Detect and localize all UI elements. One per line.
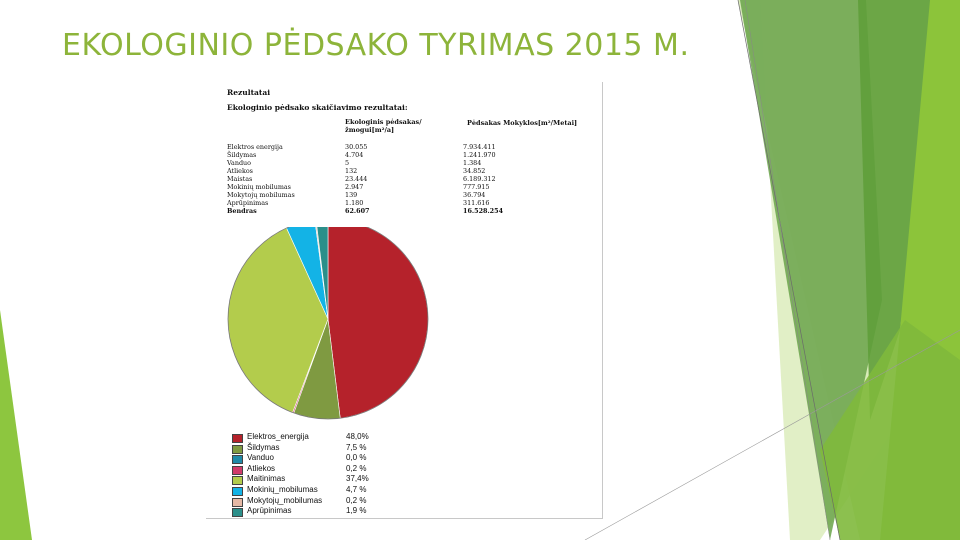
slide-title: EKOLOGINIO PĖDSAKO TYRIMAS 2015 M.	[62, 28, 690, 63]
row-school: 36.794	[463, 191, 486, 199]
document-heading: Rezultatai	[227, 88, 271, 97]
row-school: 1.384	[463, 159, 482, 167]
column-header-school: Pėdsakas Mokyklos[m²/Metai]	[467, 119, 578, 127]
legend-percent: 1,9 %	[346, 506, 367, 516]
pie-chart	[220, 227, 440, 427]
total-name: Bendras	[227, 207, 257, 215]
legend-percent: 0,2 %	[346, 495, 367, 505]
row-name: Šildymas	[227, 151, 257, 159]
row-per-person: 23.444	[345, 175, 368, 183]
row-name: Atliekos	[227, 167, 253, 175]
row-school: 311.616	[463, 199, 490, 207]
row-per-person: 4.704	[345, 151, 364, 159]
results-document	[206, 82, 603, 519]
row-school: 777.915	[463, 183, 490, 191]
row-school: 1.241.970	[463, 151, 496, 159]
legend-swatch	[232, 487, 243, 496]
row-school: 6.189.312	[463, 175, 496, 183]
document-subheading: Ekologinio pėdsako skaičiavimo rezultatai:	[227, 103, 408, 112]
legend-percent: 37,4%	[346, 474, 369, 484]
row-school: 7.934.411	[463, 143, 496, 151]
legend-label: Maitinimas	[247, 474, 286, 484]
legend-label: Mokytojų_mobilumas	[247, 495, 323, 505]
row-per-person: 1.180	[345, 199, 364, 207]
row-name: Vanduo	[227, 159, 252, 167]
row-per-person: 2.947	[345, 183, 364, 191]
row-name: Elektros energija	[227, 143, 283, 151]
legend-label: Elektros_energija	[247, 432, 309, 441]
pie-slice-elektros_energija	[328, 227, 428, 418]
row-per-person: 30.055	[345, 143, 368, 151]
legend-swatch	[232, 476, 243, 485]
legend-swatch	[232, 508, 243, 517]
left-corner-triangle	[0, 310, 32, 540]
row-per-person: 132	[345, 167, 358, 175]
legend-label: Atliekos	[247, 463, 276, 473]
legend-percent: 4,7 %	[346, 484, 367, 494]
total-school: 16.528.254	[463, 207, 504, 215]
row-name: Mokinių mobilumas	[227, 183, 291, 191]
row-per-person: 139	[345, 191, 358, 199]
legend-percent: 7,5 %	[346, 442, 367, 452]
row-name: Aprūpinimas	[227, 199, 269, 207]
legend-label: Šildymas	[247, 442, 280, 452]
total-per-person: 62.607	[345, 207, 370, 215]
row-school: 34.852	[463, 167, 486, 175]
row-name: Mokytojų mobilumas	[227, 191, 295, 199]
legend-percent: 0,0 %	[346, 453, 367, 463]
legend-percent: 48,0%	[346, 432, 369, 441]
column-header-per-person: Ekologinis pėdsakas/žmogui[m²/a]	[345, 118, 422, 134]
legend-swatch	[232, 498, 243, 507]
legend-swatch	[232, 455, 243, 464]
legend-label: Aprūpinimas	[247, 506, 292, 516]
legend-label: Vanduo	[247, 453, 274, 463]
legend-swatch	[232, 466, 243, 475]
legend-percent: 0,2 %	[346, 463, 367, 473]
row-per-person: 5	[345, 159, 350, 167]
legend-swatch	[232, 445, 243, 454]
legend-swatch	[232, 434, 243, 443]
legend-label: Mokinių_mobilumas	[247, 484, 318, 494]
row-name: Maistas	[227, 175, 253, 183]
